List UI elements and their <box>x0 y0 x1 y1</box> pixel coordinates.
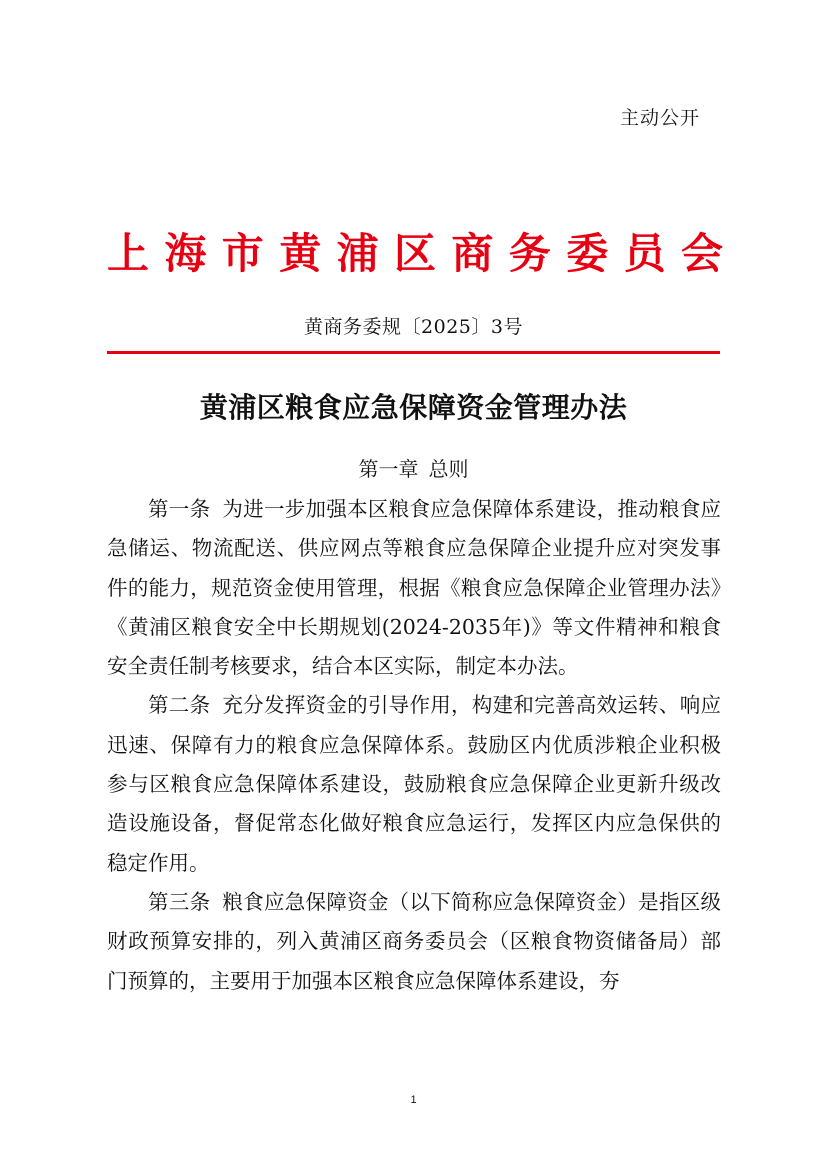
article-paragraph <box>107 490 721 686</box>
document-number: 黄商务委规〔2025〕3号 <box>304 316 523 338</box>
chapter-name: 总则 <box>428 457 469 481</box>
page-number: 1 <box>410 1094 417 1106</box>
article-paragraph <box>107 883 721 1001</box>
issuing-authority-header: 上海市黄浦区商务委员会 <box>107 229 723 278</box>
article-paragraph <box>107 686 721 882</box>
article-text: 充分发挥资金的引导作用，构建和完善高效运转、响应迅速、保障有力的粮食应急保障体系。鼓励区内优质涉粮企业积极参与区粮食应急保障体系建设，鼓励粮食应急保障企业更新升级改造设施设备，督促常态化做好粮食应急运行，发挥区内应急保供的稳定作用。 <box>107 693 722 875</box>
article-label: 第三条 <box>148 889 211 914</box>
red-divider-line <box>107 351 720 354</box>
chapter-heading <box>0 453 827 482</box>
disclosure-tag: 主动公开 <box>620 107 701 129</box>
article-label: 第一条 <box>148 497 211 521</box>
chapter-number: 第一章 <box>358 457 419 481</box>
document-body <box>107 490 721 1001</box>
document-title: 黄浦区粮食应急保障资金管理办法 <box>199 391 628 424</box>
article-label: 第二条 <box>148 693 211 718</box>
article-text: 粮食应急保障资金（以下简称应急保障资金）是指区级财政预算安排的，列入黄浦区商务委员会（区粮食物资储备局）部门预算的，主要用于加强本区粮食应急保障体系建设，夯 <box>107 889 722 993</box>
article-text: 为进一步加强本区粮食应急保障体系建设，推动粮食应急储运、物流配送、供应网点等粮食应急保障企业提升应对突发事件的能力，规范资金使用管理，根据《粮食应急保障企业管理办法》《黄浦区粮食安全中长期规划(2024-2035年)》等文件精神和粮食安全责任制考核要求，结合本区实际，制定本办法。 <box>107 497 722 679</box>
